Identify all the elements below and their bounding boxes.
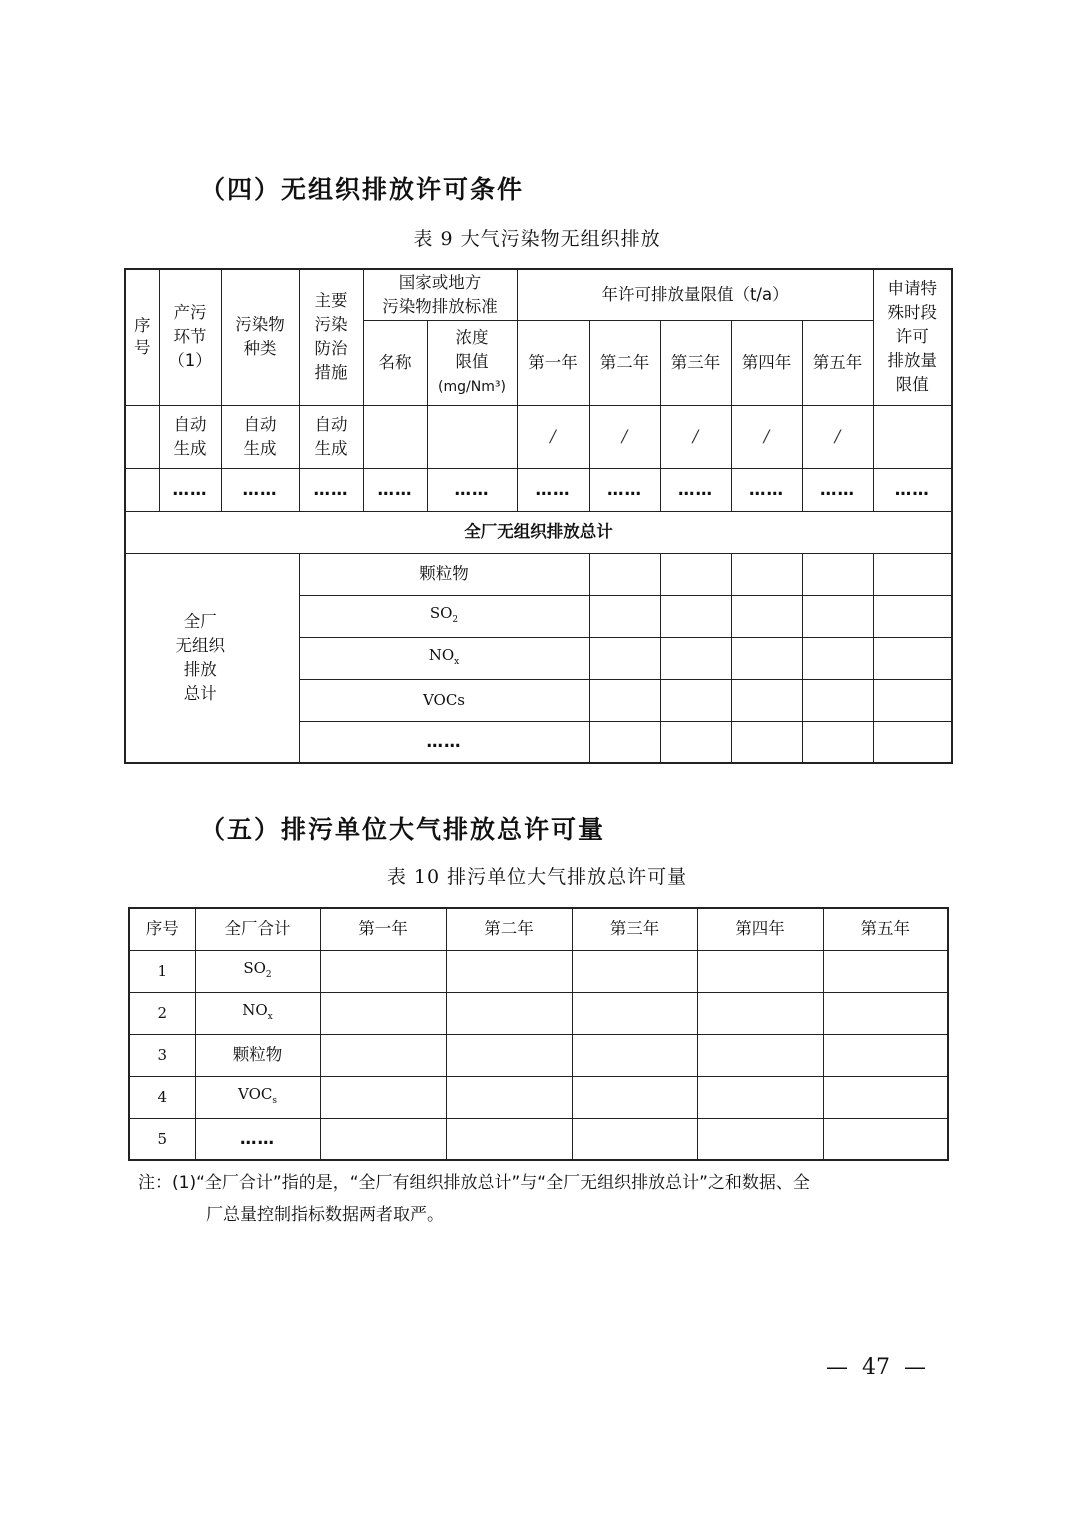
total-block-label: 全厂 无组织 排放 总计 [125,553,299,763]
cell-empty [873,595,952,637]
cell-auto: 自动 生成 [221,405,299,468]
header-annual-limit: 年许可排放量限值（t/a） [517,269,873,320]
table-9 [124,268,953,764]
note-line-1: 注：(1)“全厂合计”指的是，“全厂有组织排放总计”与“全厂无组织排放总计”之和数据、全 [138,1173,810,1193]
cell-ellipsis: …… [363,468,427,511]
cell-empty [660,595,731,637]
section-4-heading: （四）无组织排放许可条件 [200,175,525,204]
table-row [129,1118,948,1160]
cell-empty [731,679,802,721]
cell-empty [697,1118,823,1160]
cell-ellipsis: …… [427,468,517,511]
cell-ellipsis: …… [517,468,589,511]
cell-empty [125,468,159,511]
cell-slash: / [589,405,660,468]
total-item: $SO_2$ [299,595,589,637]
cell-empty [873,679,952,721]
cell-empty [320,1076,446,1118]
cell-seq: 2 [129,992,195,1034]
cell-empty [589,679,660,721]
cell-seq: 3 [129,1034,195,1076]
cell-empty [802,595,873,637]
table-10 [128,907,949,1161]
header-year-3: 第三年 [572,908,697,950]
header-year-5: 第五年 [802,320,873,405]
cell-item: $VOC_s$ [195,1076,320,1118]
cell-empty [731,637,802,679]
cell-empty [873,405,952,468]
cell-empty [802,721,873,763]
cell-empty [873,553,952,595]
cell-empty [873,637,952,679]
total-item: VOCs [299,679,589,721]
cell-ellipsis: …… [159,468,221,511]
cell-empty [802,553,873,595]
header-year-2: 第二年 [446,908,572,950]
cell-empty [446,992,572,1034]
cell-empty [589,553,660,595]
cell-auto: 自动 生成 [159,405,221,468]
cell-empty [363,405,427,468]
cell-empty [320,1034,446,1076]
cell-empty [320,950,446,992]
cell-seq [125,405,159,468]
table-row [129,1034,948,1076]
cell-slash: / [517,405,589,468]
cell-empty [427,405,517,468]
cell-empty [572,1076,697,1118]
table-row [129,950,948,992]
cell-empty [823,1034,948,1076]
header-stage: 产污 环节 （1） [159,269,221,405]
header-pollutant: 污染物 种类 [221,269,299,405]
cell-empty [823,1118,948,1160]
cell-empty [446,1076,572,1118]
table-row [125,553,952,595]
cell-item: $SO_2$ [195,950,320,992]
cell-empty [572,1034,697,1076]
cell-ellipsis: …… [299,468,363,511]
header-total: 全厂合计 [195,908,320,950]
header-seq: 序号 [125,269,159,405]
cell-empty [446,1034,572,1076]
cell-empty [802,637,873,679]
cell-seq: 5 [129,1118,195,1160]
cell-slash: / [802,405,873,468]
cell-empty [589,595,660,637]
header-year-4: 第四年 [731,320,802,405]
cell-empty [823,950,948,992]
cell-item: $NO_x$ [195,992,320,1034]
cell-empty [731,721,802,763]
cell-empty [320,1118,446,1160]
cell-seq: 1 [129,950,195,992]
header-special: 申请特 殊时段 许可 排放量 限值 [873,269,952,405]
cell-empty [660,679,731,721]
cell-ellipsis: …… [802,468,873,511]
cell-item: 颗粒物 [195,1034,320,1076]
total-item: $NO_x$ [299,637,589,679]
total-item: 颗粒物 [299,553,589,595]
cell-empty [589,721,660,763]
header-year-5: 第五年 [823,908,948,950]
header-year-2: 第二年 [589,320,660,405]
cell-empty [697,1034,823,1076]
cell-empty [731,553,802,595]
total-item: …… [299,721,589,763]
table-row [129,992,948,1034]
header-measures: 主要 污染 防治 措施 [299,269,363,405]
cell-ellipsis: …… [660,468,731,511]
cell-empty [660,553,731,595]
table-row [125,468,952,511]
table-10-caption: 表 10 排污单位大气排放总许可量 [386,866,688,888]
header-seq: 序号 [129,908,195,950]
header-year-3: 第三年 [660,320,731,405]
cell-empty [697,950,823,992]
cell-empty [446,950,572,992]
header-name: 名称 [363,320,427,405]
table-row [125,405,952,468]
cell-ellipsis: …… [731,468,802,511]
header-year-1: 第一年 [517,320,589,405]
note-line-2: 厂总量控制指标数据两者取严。 [206,1205,444,1225]
cell-empty [660,637,731,679]
cell-empty [697,1076,823,1118]
table-9-caption: 表 9 大气污染物无组织排放 [413,228,661,250]
table-row [129,1076,948,1118]
page-number: — 47 — [826,1355,926,1380]
cell-empty [731,595,802,637]
cell-empty [802,679,873,721]
cell-empty [572,950,697,992]
header-year-1: 第一年 [320,908,446,950]
cell-item: …… [195,1118,320,1160]
header-standard: 国家或地方 污染物排放标准 [363,269,517,320]
cell-empty [572,1118,697,1160]
cell-empty [320,992,446,1034]
cell-empty [572,992,697,1034]
cell-empty [446,1118,572,1160]
cell-ellipsis: …… [589,468,660,511]
cell-ellipsis: …… [873,468,952,511]
cell-seq: 4 [129,1076,195,1118]
cell-slash: / [660,405,731,468]
section-5-heading: （五）排污单位大气排放总许可量 [200,815,606,844]
cell-empty [873,721,952,763]
cell-auto: 自动 生成 [299,405,363,468]
cell-slash: / [731,405,802,468]
cell-empty [660,721,731,763]
cell-empty [589,637,660,679]
header-concentration: 浓度 限值 (mg/Nm³) [427,320,517,405]
cell-empty [823,992,948,1034]
cell-empty [823,1076,948,1118]
total-row-label: 全厂无组织排放总计 [125,511,952,553]
cell-ellipsis: …… [221,468,299,511]
cell-empty [697,992,823,1034]
header-year-4: 第四年 [697,908,823,950]
